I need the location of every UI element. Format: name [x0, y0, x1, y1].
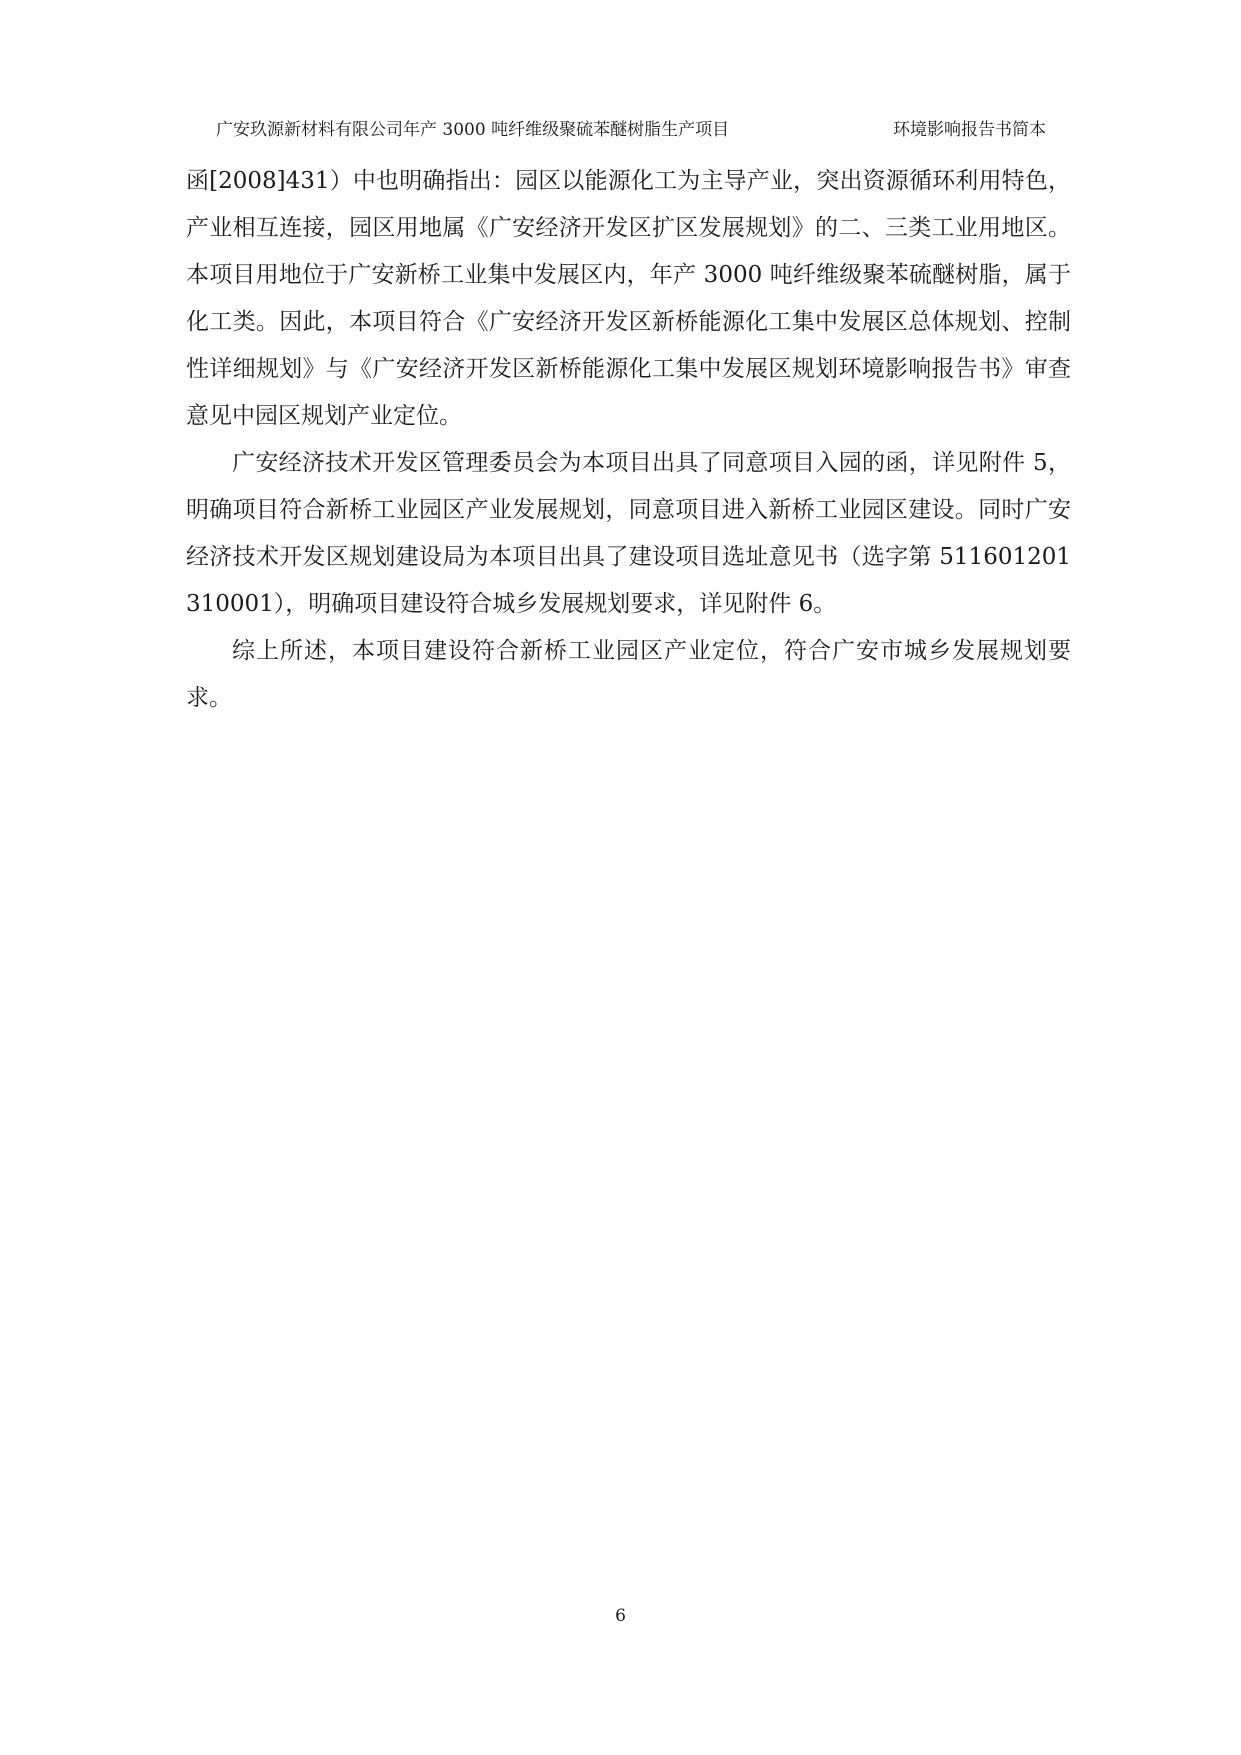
header-divider	[186, 144, 1071, 145]
paragraph-summary: 综上所述，本项目建设符合新桥工业园区产业定位，符合广安市城乡发展规划要求。	[186, 638, 1071, 711]
paragraph-continuation: 函[2008]431）中也明确指出：园区以能源化工为主导产业，突出资源循环利用特色，产业相互连接，园区用地属《广安经济开发区扩区发展规划》的二、三类工业用地区。本项目用地位于广安新桥工业集中发展区内，年产 3000 吨纤维级聚苯硫醚树脂，属于化工类。因此，本项目符合《广安经济开发区新桥能源化工集中发展区总体规划、控制性详细规划》与《广安经济开发区新桥能源化工集中发展区规划环境影响报告书》审查意见中园区规划产业定位。	[186, 168, 1071, 429]
body-text	[186, 158, 1071, 722]
header-project-title: 广安玖源新材料有限公司年产 3000 吨纤维级聚硫苯醚树脂生产项目	[216, 120, 730, 140]
page-number: 6	[615, 1606, 626, 1626]
paragraph-approval: 广安经济技术开发区管理委员会为本项目出具了同意项目入园的函，详见附件 5，明确项目符合新桥工业园区产业发展规划，同意项目进入新桥工业园区建设。同时广安经济技术开发区规划建设局为本项目出具了建设项目选址意见书（选字第 511601201310001），明确项目建设符合城乡发展规划要求，详见附件 6。	[186, 450, 1071, 617]
header-document-type: 环境影响报告书简本	[893, 120, 1046, 140]
running-header	[216, 116, 1046, 144]
